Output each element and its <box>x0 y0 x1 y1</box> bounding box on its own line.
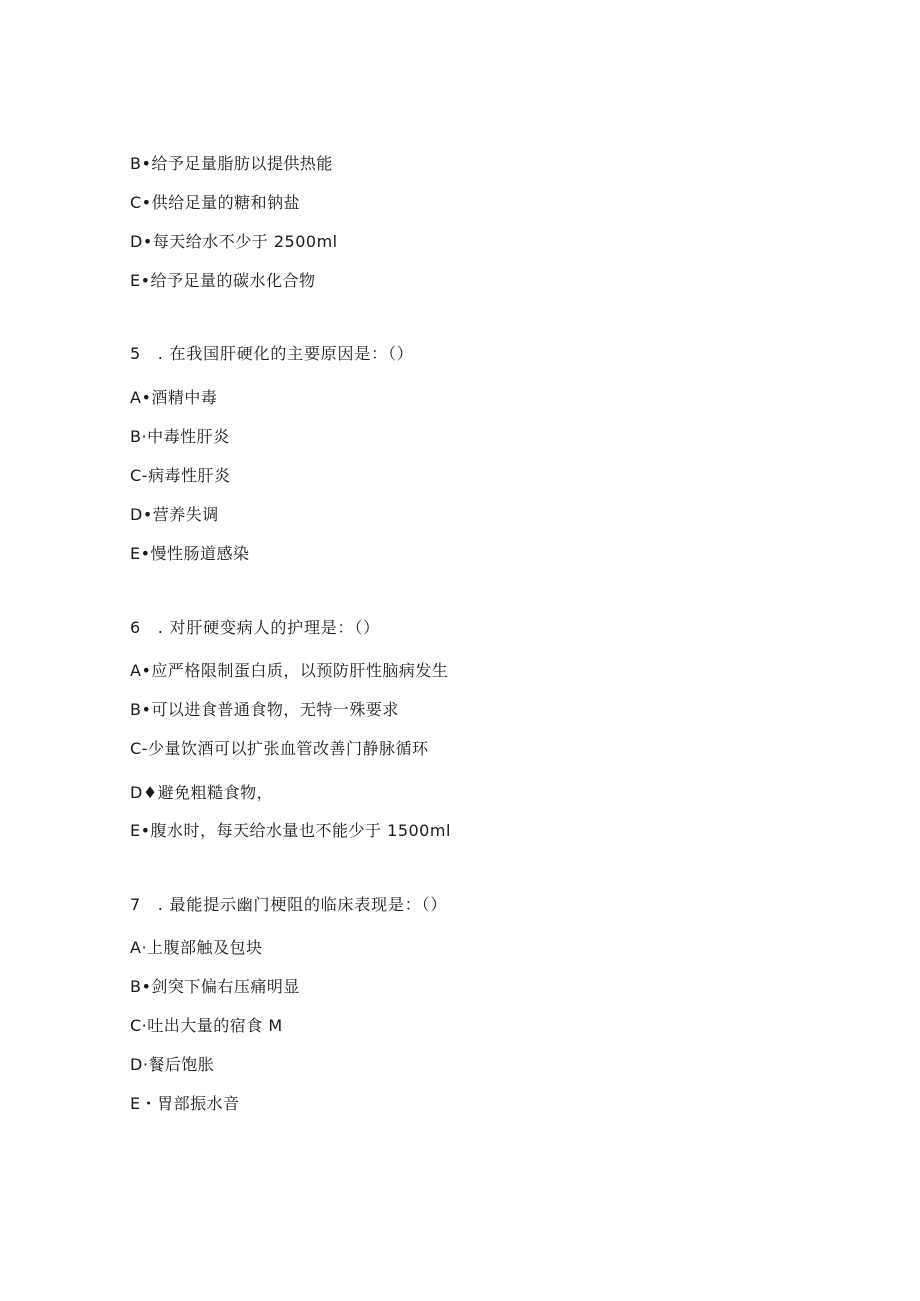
q6-option-e: E•腹水时，每天给水量也不能少于 1500ml <box>130 821 451 840</box>
q5-question: 5 . 在我国肝硬化的主要原因是：（） <box>130 344 414 363</box>
q7-question: 7 . 最能提示幽门梗阻的临床表现是：（） <box>130 895 448 914</box>
q7-option-a: A·上腹部触及包块 <box>130 938 263 957</box>
q5-option-e: E•慢性肠道感染 <box>130 544 250 563</box>
q6-option-c: C-少量饮酒可以扩张血管改善门静脉循环 <box>130 739 429 758</box>
q4-option-e: E•给予足量的碳水化合物 <box>130 271 316 290</box>
q4-option-c: C•供给足量的糖和钠盐 <box>130 193 301 212</box>
q6-question: 6 . 对肝硬变病人的护理是：（） <box>130 618 380 637</box>
q7-option-d: D·餐后饱胀 <box>130 1055 215 1074</box>
q7-option-c: C·吐出大量的宿食 M <box>130 1016 283 1035</box>
q7-option-e: E・胃部振水音 <box>130 1094 240 1113</box>
q4-option-b: B•给予足量脂肪以提供热能 <box>130 154 333 173</box>
q6-option-b: B•可以进食普通食物，无特一殊要求 <box>130 700 399 719</box>
q4-option-d: D•每天给水不少于 2500ml <box>130 232 338 251</box>
q7-option-b: B•剑突下偏右压痛明显 <box>130 977 300 996</box>
q5-option-a: A•酒精中毒 <box>130 388 218 407</box>
q5-option-d: D•营养失调 <box>130 505 219 524</box>
q6-option-a: A•应严格限制蛋白质，以预防肝性脑病发生 <box>130 661 449 680</box>
q5-option-b: B·中毒性肝炎 <box>130 427 230 446</box>
q5-option-c: C-病毒性肝炎 <box>130 466 231 485</box>
q6-option-d: D♦避免粗糙食物， <box>130 783 274 802</box>
